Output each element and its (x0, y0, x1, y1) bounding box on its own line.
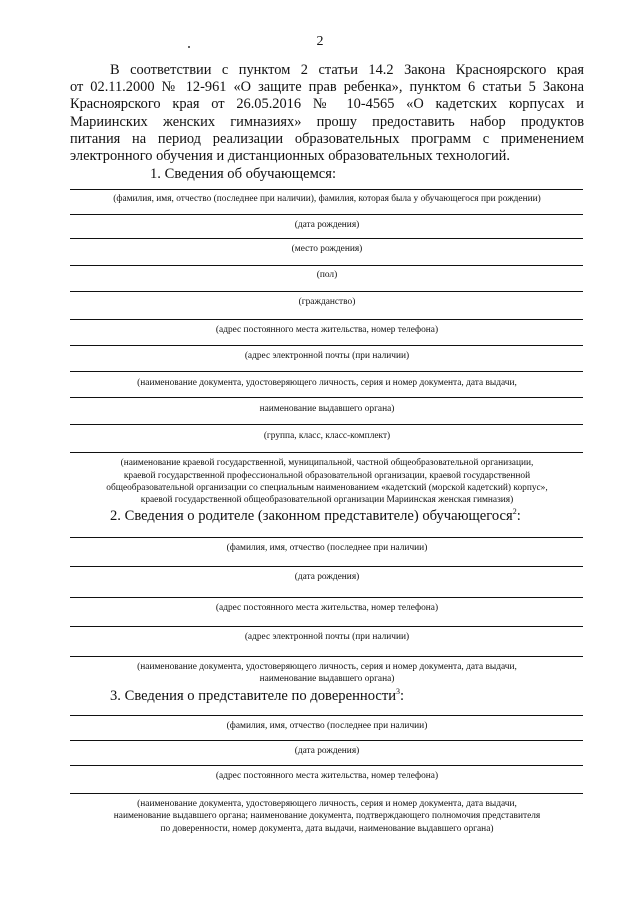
fill-line[interactable] (70, 319, 583, 320)
intro-line: от 02.11.2000 № 12-961 «О защите прав ребенка», пунктом 6 статьи 5 Закона (70, 79, 584, 95)
footnote-mark: 2 (512, 507, 517, 517)
fill-line[interactable] (70, 238, 583, 239)
fill-line[interactable] (70, 793, 583, 794)
org-caption-line: краевой государственной общеобразовательной организации Мариинская женская гимназия) (140, 495, 514, 505)
org-caption-line: общеобразовательной организации со специальным наименованием «кадетский (морской кадетский) корпус», (106, 483, 548, 493)
heading-colon: : (516, 508, 521, 524)
section1-heading: 1. Сведения об обучающемся: (150, 166, 337, 182)
fill-line[interactable] (70, 214, 583, 215)
intro-line: питания на период реализации образовательных программ с применением (70, 131, 584, 147)
intro-line: электронного обучения и дистанционных образовательных технологий. (70, 148, 510, 164)
section2-heading-text: 2. Сведения о родителе (законном представителе) обучающегося (110, 508, 513, 524)
doc-caption-line: наименование выдавшего органа; наименование документа, подтверждающего полномочия представителя (113, 811, 541, 821)
fill-line[interactable] (70, 265, 583, 266)
field-caption: наименование выдавшего органа) (259, 404, 395, 414)
field-caption: (дата рождения) (294, 572, 360, 582)
field-caption: (фамилия, имя, отчество (последнее при наличии) (226, 543, 428, 553)
org-caption-line: краевой государственной профессиональной образовательной организации, краевой государственной (123, 471, 531, 481)
doc-caption-line: наименование выдавшего органа) (259, 674, 395, 684)
heading-colon: : (400, 688, 405, 704)
doc-caption-line: (наименование документа, удостоверяющего личность, серия и номер документа, дата выдачи, (137, 662, 517, 672)
fill-line[interactable] (70, 452, 583, 453)
section3-heading (110, 688, 404, 705)
field-caption: (адрес электронной почты (при наличии) (244, 351, 410, 361)
org-caption-line: (наименование краевой государственной, муниципальной, частной общеобразовательной организации, (120, 458, 534, 468)
field-caption: (дата рождения) (294, 746, 360, 756)
section2-heading (110, 508, 521, 525)
fill-line[interactable] (70, 371, 583, 372)
fill-line[interactable] (70, 740, 583, 741)
field-caption: (адрес постоянного места жительства, номер телефона) (215, 603, 439, 613)
fill-line[interactable] (70, 424, 583, 425)
fill-line[interactable] (70, 189, 583, 190)
fill-line[interactable] (70, 765, 583, 766)
page-number: 2 (316, 34, 324, 49)
intro-line: Красноярского края от 26.05.2016 № 10-4565 «О кадетских корпусах и (70, 96, 584, 112)
section3-heading-text: 3. Сведения о представителе по доверенности (110, 688, 397, 704)
field-caption: (место рождения) (291, 244, 363, 254)
field-caption: (наименование документа, удостоверяющего личность, серия и номер документа, дата выдачи, (137, 378, 517, 388)
intro-line: Мариинских женских гимназиях» прошу предоставить набор продуктов (70, 114, 584, 130)
fill-line[interactable] (70, 715, 583, 716)
field-caption: (дата рождения) (294, 220, 360, 230)
doc-caption-line: (наименование документа, удостоверяющего личность, серия и номер документа, дата выдачи, (137, 799, 517, 809)
fill-line[interactable] (70, 597, 583, 598)
field-caption: (адрес постоянного места жительства, номер телефона) (215, 771, 439, 781)
field-caption: (адрес электронной почты (при наличии) (244, 632, 410, 642)
field-caption: (фамилия, имя, отчество (последнее при наличии) (226, 721, 428, 731)
fill-line[interactable] (70, 345, 583, 346)
field-caption: (фамилия, имя, отчество (последнее при наличии), фамилия, которая была у обучающегося при рождении) (113, 194, 541, 204)
field-caption: (гражданство) (298, 297, 356, 307)
intro-line: В соответствии с пунктом 2 статьи 14.2 Закона Красноярского края (110, 62, 584, 78)
field-caption: (группа, класс, класс-комплект) (263, 431, 391, 441)
field-caption: (пол) (316, 270, 338, 280)
fill-line[interactable] (70, 656, 583, 657)
fill-line[interactable] (70, 291, 583, 292)
footnote-mark: 3 (396, 687, 401, 697)
fill-line[interactable] (70, 397, 583, 398)
field-caption: (адрес постоянного места жительства, номер телефона) (215, 325, 439, 335)
fill-line[interactable] (70, 566, 583, 567)
fill-line[interactable] (70, 626, 583, 627)
fill-line[interactable] (70, 537, 583, 538)
doc-caption-line: по доверенности, номер документа, дата выдачи, наименование выдавшего органа) (160, 824, 494, 834)
